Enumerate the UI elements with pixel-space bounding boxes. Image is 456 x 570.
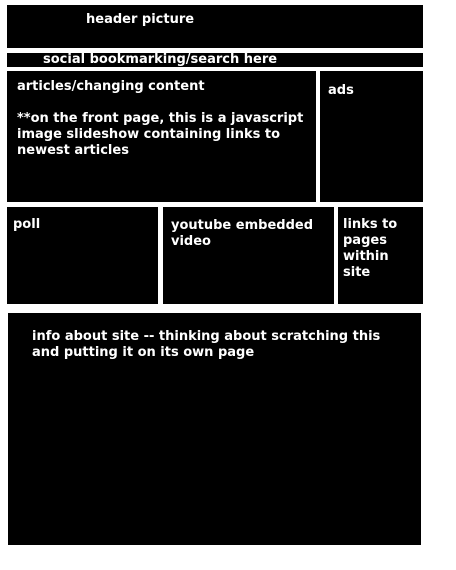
header-label: header picture (86, 12, 195, 27)
poll-label: poll (13, 217, 41, 232)
poll-block (7, 207, 158, 304)
youtube-block (163, 207, 334, 304)
links-label: links to pages within site (343, 217, 402, 280)
info-block (8, 313, 421, 545)
articles-label: articles/changing content (17, 79, 205, 94)
social-search-label: social bookmarking/search here (43, 52, 278, 67)
ads-label: ads (328, 83, 354, 98)
header-block (7, 5, 423, 48)
ads-block (320, 71, 423, 202)
info-label: info about site -- thinking about scratching this and putting it on its own page (32, 329, 385, 360)
social-search-block (7, 53, 423, 67)
youtube-label: youtube embedded video (171, 218, 318, 249)
articles-block (7, 71, 316, 202)
links-block (338, 207, 423, 304)
articles-note: **on the front page, this is a javascript image slideshow containing links to newest articles (17, 111, 308, 158)
